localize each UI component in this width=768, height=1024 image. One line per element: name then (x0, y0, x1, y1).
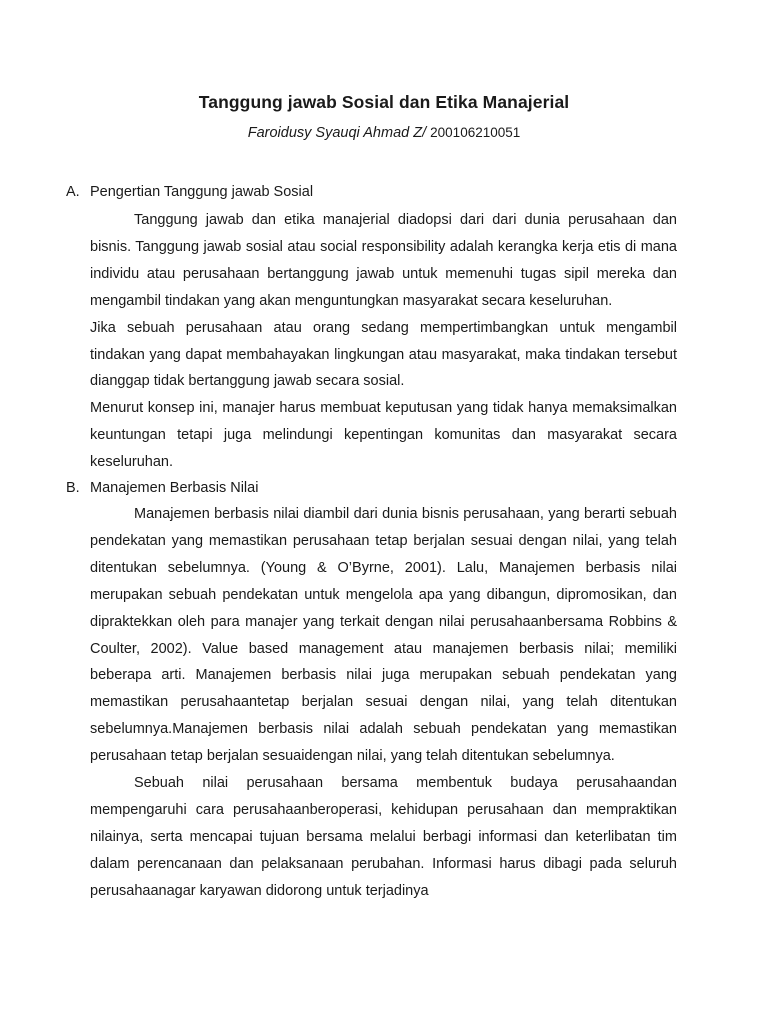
section-a-letter: A. (66, 184, 80, 200)
section-b-heading (66, 480, 258, 496)
section-a-paragraph-2: Jika sebuah perusahaan atau orang sedang mempertimbangkan untuk mengambil tindakan yang dapat membahayakan lingkungan atau masyarakat, maka tindakan tersebut dianggap tidak bertanggung jawab secara sosial. (90, 319, 677, 390)
section-b-body (90, 501, 677, 905)
section-a-title: Pengertian Tanggung jawab Sosial (90, 184, 314, 200)
author-id: 200106210051 (430, 125, 521, 140)
section-b-letter: B. (66, 480, 80, 496)
section-a-body (90, 207, 677, 476)
document-title: Tanggung jawab Sosial dan Etika Manajerial (198, 92, 570, 112)
section-a-paragraph-3: Menurut konsep ini, manajer harus membuat keputusan yang tidak hanya memaksimalkan keuntungan tetapi juga melindungi kepentingan komunitas dan masyarakat secara keseluruhan. (90, 400, 677, 471)
section-b-title: Manajemen Berbasis Nilai (90, 480, 259, 496)
section-a-heading (66, 184, 313, 200)
section-b-paragraph-2: Sebuah nilai perusahaan bersama membentuk budaya perusahaandan mempengaruhi cara perusahaanberoperasi, kehidupan perusahaan dan mempraktikan nilainya, serta mencapai tujuan bersama melalui berbagi informasi dan keterlibatan tim dalam perencanaan dan pelaksanaan perubahan. Informasi harus dibagi pada seluruh perusahaanagar karyawan didorong untuk terjadinya (90, 775, 677, 899)
section-a-paragraph-1: Tanggung jawab dan etika manajerial diadopsi dari dari dunia perusahaan dan bisnis. Tanggung jawab sosial atau social responsibility adalah kerangka kerja etis di mana individu atau perusahaan bertanggung jawab untuk memenuhi tugas sipil mereka dan mengambil tindakan yang akan menguntungkan masyarakat secara keseluruhan. (90, 212, 677, 309)
section-b-paragraph-1: Manajemen berbasis nilai diambil dari dunia bisnis perusahaan, yang berarti sebuah pendekatan yang memastikan perusahaan tetap berjalan sesuai dengan nilai, yang telah ditentukan sebelumnya. (Young & O’Byrne, 2001). Lalu, Manajemen berbasis nilai merupakan sebuah pendekatan untuk mengelola apa yang dibangun, dipromosikan, dan dipraktekkan oleh para manajer yang terkait dengan nilai perusahaanbersama Robbins & Coulter, 2002). Value based management atau manajemen berbasis nilai; memiliki beberapa arti. Manajemen berbasis nilai juga merupakan sebuah pendekatan yang memastikan perusahaantetap berjalan sesuai dengan nilai, yang telah ditentukan sebelumnya.Manajemen berbasis nilai adalah sebuah pendekatan yang memastikan perusahaan tetap berjalan sesuaidengan nilai, yang telah ditentukan sebelumnya. (90, 506, 677, 765)
author-name: Faroidusy Syauqi Ahmad Z/ (247, 125, 427, 141)
author-line (0, 125, 768, 141)
